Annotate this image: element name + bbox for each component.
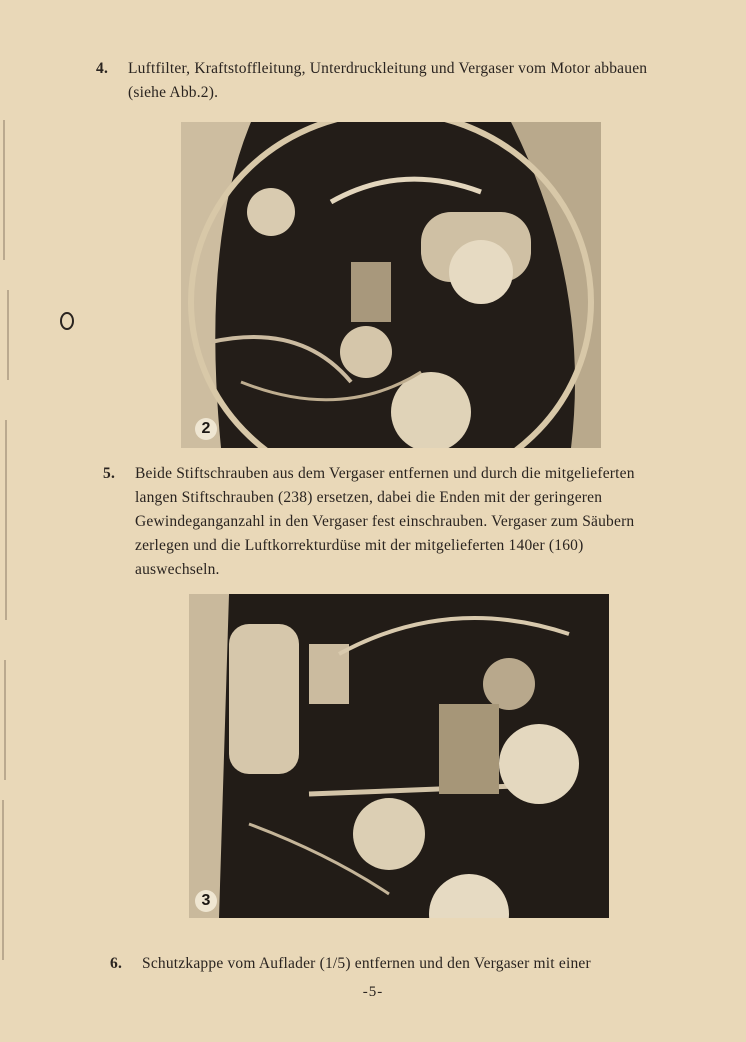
step-text: Schutzkappe vom Auflader (1/5) entfernen und den Vergaser mit einer xyxy=(142,955,591,972)
page-number: -5- xyxy=(362,984,384,1000)
step-number: 4. xyxy=(96,60,109,77)
figure-number-badge: 2 xyxy=(195,418,217,440)
binder-hole-mark xyxy=(60,312,74,330)
step-text: Luftfilter, Kraftstoffleitung, Unterdruckleitung und Vergaser vom Motor abbauen (siehe Abb.2). xyxy=(128,60,648,101)
step-6 xyxy=(110,952,670,976)
step-number: 5. xyxy=(103,465,116,482)
figure-number-badge: 3 xyxy=(195,890,217,912)
step-4 xyxy=(96,57,666,105)
figure-2-photo xyxy=(181,122,601,448)
engine-photo-graphic xyxy=(189,594,609,918)
step-text: Beide Stiftschrauben aus dem Vergaser entfernen und durch die mitgelieferten langen Stiftschrauben (238) ersetzen, dabei die Enden mit der geringeren Gewindeganganzahl in den Vergaser fest einschrauben. Vergaser zum Säubern zerlegen und die Luftkorrekturdüse mit der mitgelieferten 140er (160) auswechseln. xyxy=(135,465,635,578)
page-edge-marks xyxy=(0,0,30,1042)
engine-photo-graphic xyxy=(181,122,601,448)
step-number: 6. xyxy=(110,955,123,972)
step-5 xyxy=(103,462,668,582)
figure-3-photo xyxy=(189,594,609,918)
